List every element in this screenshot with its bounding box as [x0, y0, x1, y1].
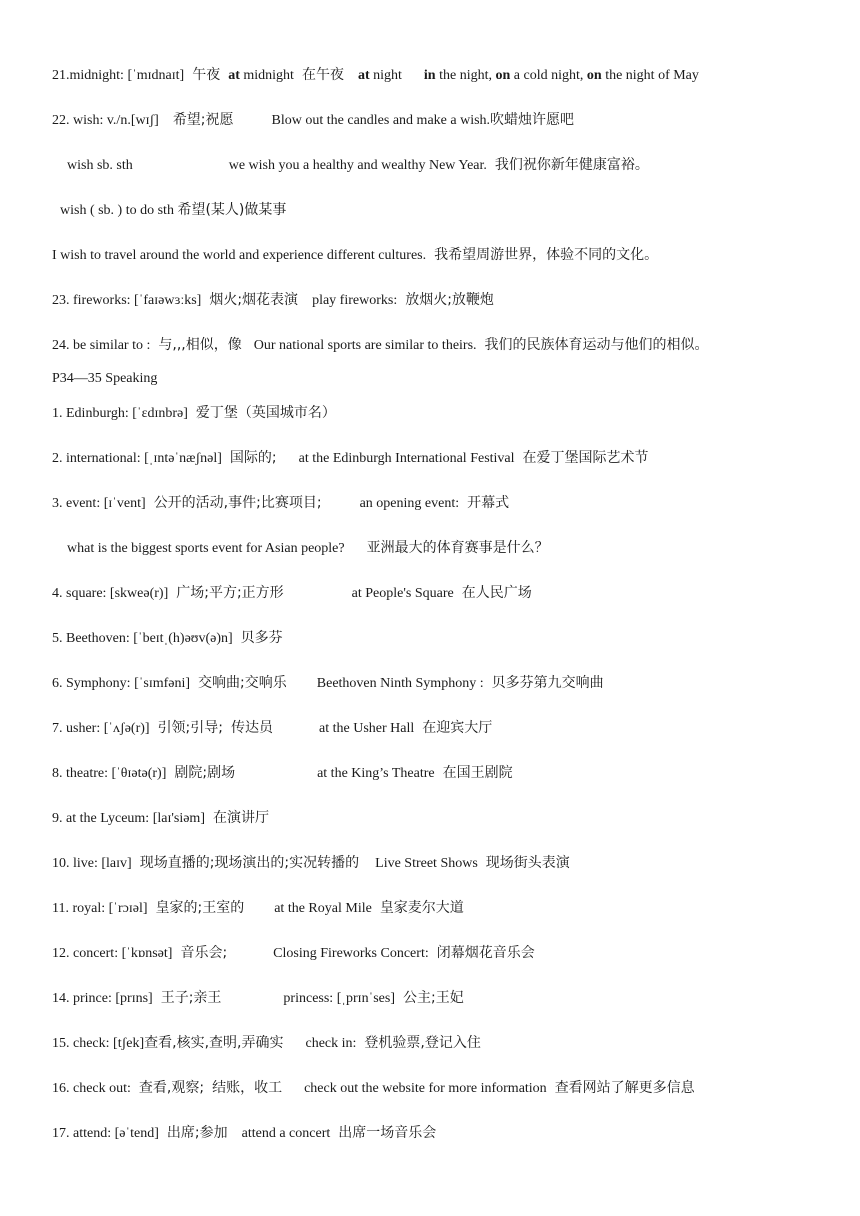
entry-meaning: 传达员	[231, 720, 273, 736]
vocab-entry-check-out	[52, 1079, 695, 1098]
example-text: an opening event:	[359, 496, 460, 511]
entry-term: 3. event: [ɪˈvent]	[52, 496, 146, 511]
entry-term: 21.midnight: [ˈmɪdnaɪt]	[52, 68, 185, 83]
example-text: Beethoven Ninth Symphony :	[316, 676, 484, 691]
entry-meaning: 午夜	[192, 67, 221, 83]
entry-term: 5. Beethoven: [ˈbeɪtˌ(h)əʊv(ə)n]	[52, 631, 233, 646]
entry-term: 2. international: [ˌɪntəˈnæʃnəl]	[52, 451, 222, 466]
entry-term: 12. concert: [ˈkɒnsət]	[52, 946, 173, 961]
bold-word: in	[423, 68, 436, 83]
example-text: I wish to travel around the world and experience different cultures.	[52, 248, 427, 263]
vocab-subentry	[67, 156, 649, 175]
entry-term: 9. at the Lyceum: [laɪ'siəm]	[52, 811, 205, 826]
vocab-entry-concert	[52, 944, 535, 963]
entry-meaning: 结账，收工	[212, 1080, 283, 1096]
entry-meaning: 广场;平方;正方形	[176, 585, 284, 601]
example-text: what is the biggest sports event for Asian people?	[67, 541, 345, 556]
example-meaning: 我们的民族体育运动与他们的相似。	[484, 337, 709, 353]
example-meaning: 闭幕烟花音乐会	[436, 945, 535, 961]
example-meaning: 在午夜	[301, 67, 344, 83]
vocab-entry-edinburgh	[52, 404, 336, 423]
vocab-entry-theatre	[52, 764, 513, 783]
entry-term: 14. prince: [prɪns]	[52, 991, 153, 1006]
example-meaning: 皇家麦尔大道	[379, 900, 464, 916]
entry-term: 17. attend: [əˈtend]	[52, 1126, 159, 1141]
example-text: attend a concert	[241, 1126, 331, 1141]
vocab-entry-international	[52, 449, 649, 468]
example-text: the night of May	[605, 68, 699, 83]
entry-meaning: 现场直播的;现场演出的;实况转播的	[139, 855, 360, 871]
vocab-entry-similar	[52, 336, 709, 355]
example-text: at the Edinburgh International Festival	[298, 451, 515, 466]
example-meaning: 我们祝你新年健康富裕。	[494, 157, 649, 173]
example-meaning: 在国王剧院	[442, 765, 513, 781]
entry-term: wish sb. sth	[67, 158, 133, 173]
section-heading: P34—35 Speaking	[52, 371, 158, 386]
vocab-entry-square	[52, 584, 532, 603]
example-text: at the Royal Mile	[274, 901, 372, 916]
entry-meaning: 公开的活动,事件;比赛项目;	[153, 495, 322, 511]
entry-meaning: 交响曲;交响乐	[198, 675, 287, 691]
entry-meaning: 王子;亲王	[160, 990, 222, 1006]
example-text: at People's Square	[351, 586, 454, 601]
example-meaning: 现场街头表演	[485, 855, 570, 871]
vocab-entry-wish	[52, 111, 574, 130]
vocab-entry-event	[52, 494, 509, 513]
entry-meaning: 查看,观察;	[138, 1080, 205, 1096]
vocab-entry-attend	[52, 1124, 436, 1143]
example-text: at the King’s Theatre	[317, 766, 435, 781]
vocab-entry-prince	[52, 989, 464, 1008]
entry-term: 23. fireworks: [ˈfaɪəwɜːks]	[52, 293, 202, 308]
example-meaning: 出席一场音乐会	[338, 1125, 437, 1141]
entry-term: wish ( sb. ) to do sth	[60, 203, 174, 218]
example-meaning: 查看网站了解更多信息	[554, 1080, 695, 1096]
example-text: play fireworks:	[312, 293, 398, 308]
example-text: check out the website for more information	[304, 1081, 547, 1096]
vocab-entry-royal	[52, 899, 464, 918]
vocab-entry-fireworks	[52, 291, 494, 310]
example-text: Blow out the candles and make a wish.	[271, 113, 491, 128]
example-meaning: 公主;王妃	[403, 990, 464, 1006]
vocab-entry-check	[52, 1034, 481, 1053]
entry-term: 24. be similar to :	[52, 338, 151, 353]
example-meaning: 吹蜡烛许愿吧	[490, 112, 575, 128]
bold-word: on	[586, 68, 602, 83]
entry-term: 15. check: [tʃek]	[52, 1036, 145, 1051]
entry-meaning: 国际的;	[229, 450, 277, 466]
example-text: check in:	[305, 1036, 357, 1051]
vocab-entry-live	[52, 854, 570, 873]
entry-meaning: 爱丁堡（英国城市名）	[195, 405, 336, 421]
vocab-entry-symphony	[52, 674, 604, 693]
example-meaning: 亚洲最大的体育赛事是什么？	[366, 540, 549, 556]
example-text: Closing Fireworks Concert:	[273, 946, 429, 961]
vocab-entry-lyceum	[52, 809, 269, 828]
example-text: a cold night,	[513, 68, 584, 83]
example-meaning: 在迎宾大厅	[422, 720, 493, 736]
entry-meaning: 音乐会;	[180, 945, 228, 961]
example-text: princess: [ˌprɪnˈses]	[283, 991, 395, 1006]
vocab-subentry	[60, 201, 286, 220]
example-text: we wish you a healthy and wealthy New Year.	[228, 158, 487, 173]
example-meaning: 贝多芬第九交响曲	[491, 675, 604, 691]
entry-meaning: 剧院;剧场	[174, 765, 236, 781]
example-meaning: 在爱丁堡国际艺术节	[522, 450, 649, 466]
example-meaning: 在人民广场	[461, 585, 532, 601]
entry-meaning: 与,,,相似，像	[158, 337, 242, 353]
bold-word: at	[228, 68, 240, 83]
entry-term: 10. live: [laɪv]	[52, 856, 132, 871]
example-meaning: 我希望周游世界，体验不同的文化。	[434, 247, 659, 263]
entry-meaning: 在演讲厅	[212, 810, 269, 826]
entry-term: 1. Edinburgh: [ˈɛdɪnbrə]	[52, 406, 188, 421]
entry-meaning: 皇家的;王室的	[155, 900, 245, 916]
example-text: Our national sports are similar to theirs.	[253, 338, 477, 353]
entry-term: 22. wish: v./n.[wɪʃ]	[52, 113, 159, 128]
example-meaning: 放烟火;放鞭炮	[405, 292, 494, 308]
example-text: at the Usher Hall	[319, 721, 415, 736]
entry-meaning: 烟火;烟花表演	[209, 292, 299, 308]
example-sentence	[67, 539, 549, 558]
example-text: the night,	[439, 68, 492, 83]
vocab-entry-beethoven	[52, 629, 283, 648]
entry-term: 4. square: [skweə(r)]	[52, 586, 169, 601]
entry-term: 11. royal: [ˈrɔɪəl]	[52, 901, 148, 916]
entry-term: 16. check out:	[52, 1081, 131, 1096]
entry-meaning: 引领;引导;	[157, 720, 223, 736]
vocab-entry-usher	[52, 719, 492, 738]
entry-meaning: 希望(某人)做某事	[177, 202, 287, 218]
entry-meaning: 贝多芬	[240, 630, 283, 646]
entry-meaning: 希望;祝愿	[172, 112, 234, 128]
vocab-entry-midnight	[52, 66, 699, 85]
example-text: night	[373, 68, 402, 83]
entry-term: 8. theatre: [ˈθɪətə(r)]	[52, 766, 167, 781]
bold-word: on	[495, 68, 511, 83]
entry-meaning: 查看,核实,查明,弄确实	[144, 1035, 284, 1051]
entry-term: 7. usher: [ˈʌʃə(r)]	[52, 721, 150, 736]
example-sentence	[52, 246, 658, 265]
example-meaning: 登机验票,登记入住	[364, 1035, 481, 1051]
entry-meaning: 出席;参加	[166, 1125, 228, 1141]
bold-word: at	[357, 68, 370, 83]
example-text: Live Street Shows	[375, 856, 478, 871]
entry-term: 6. Symphony: [ˈsɪmfəni]	[52, 676, 191, 691]
example-meaning: 开幕式	[467, 495, 510, 511]
example-text: midnight	[243, 68, 294, 83]
